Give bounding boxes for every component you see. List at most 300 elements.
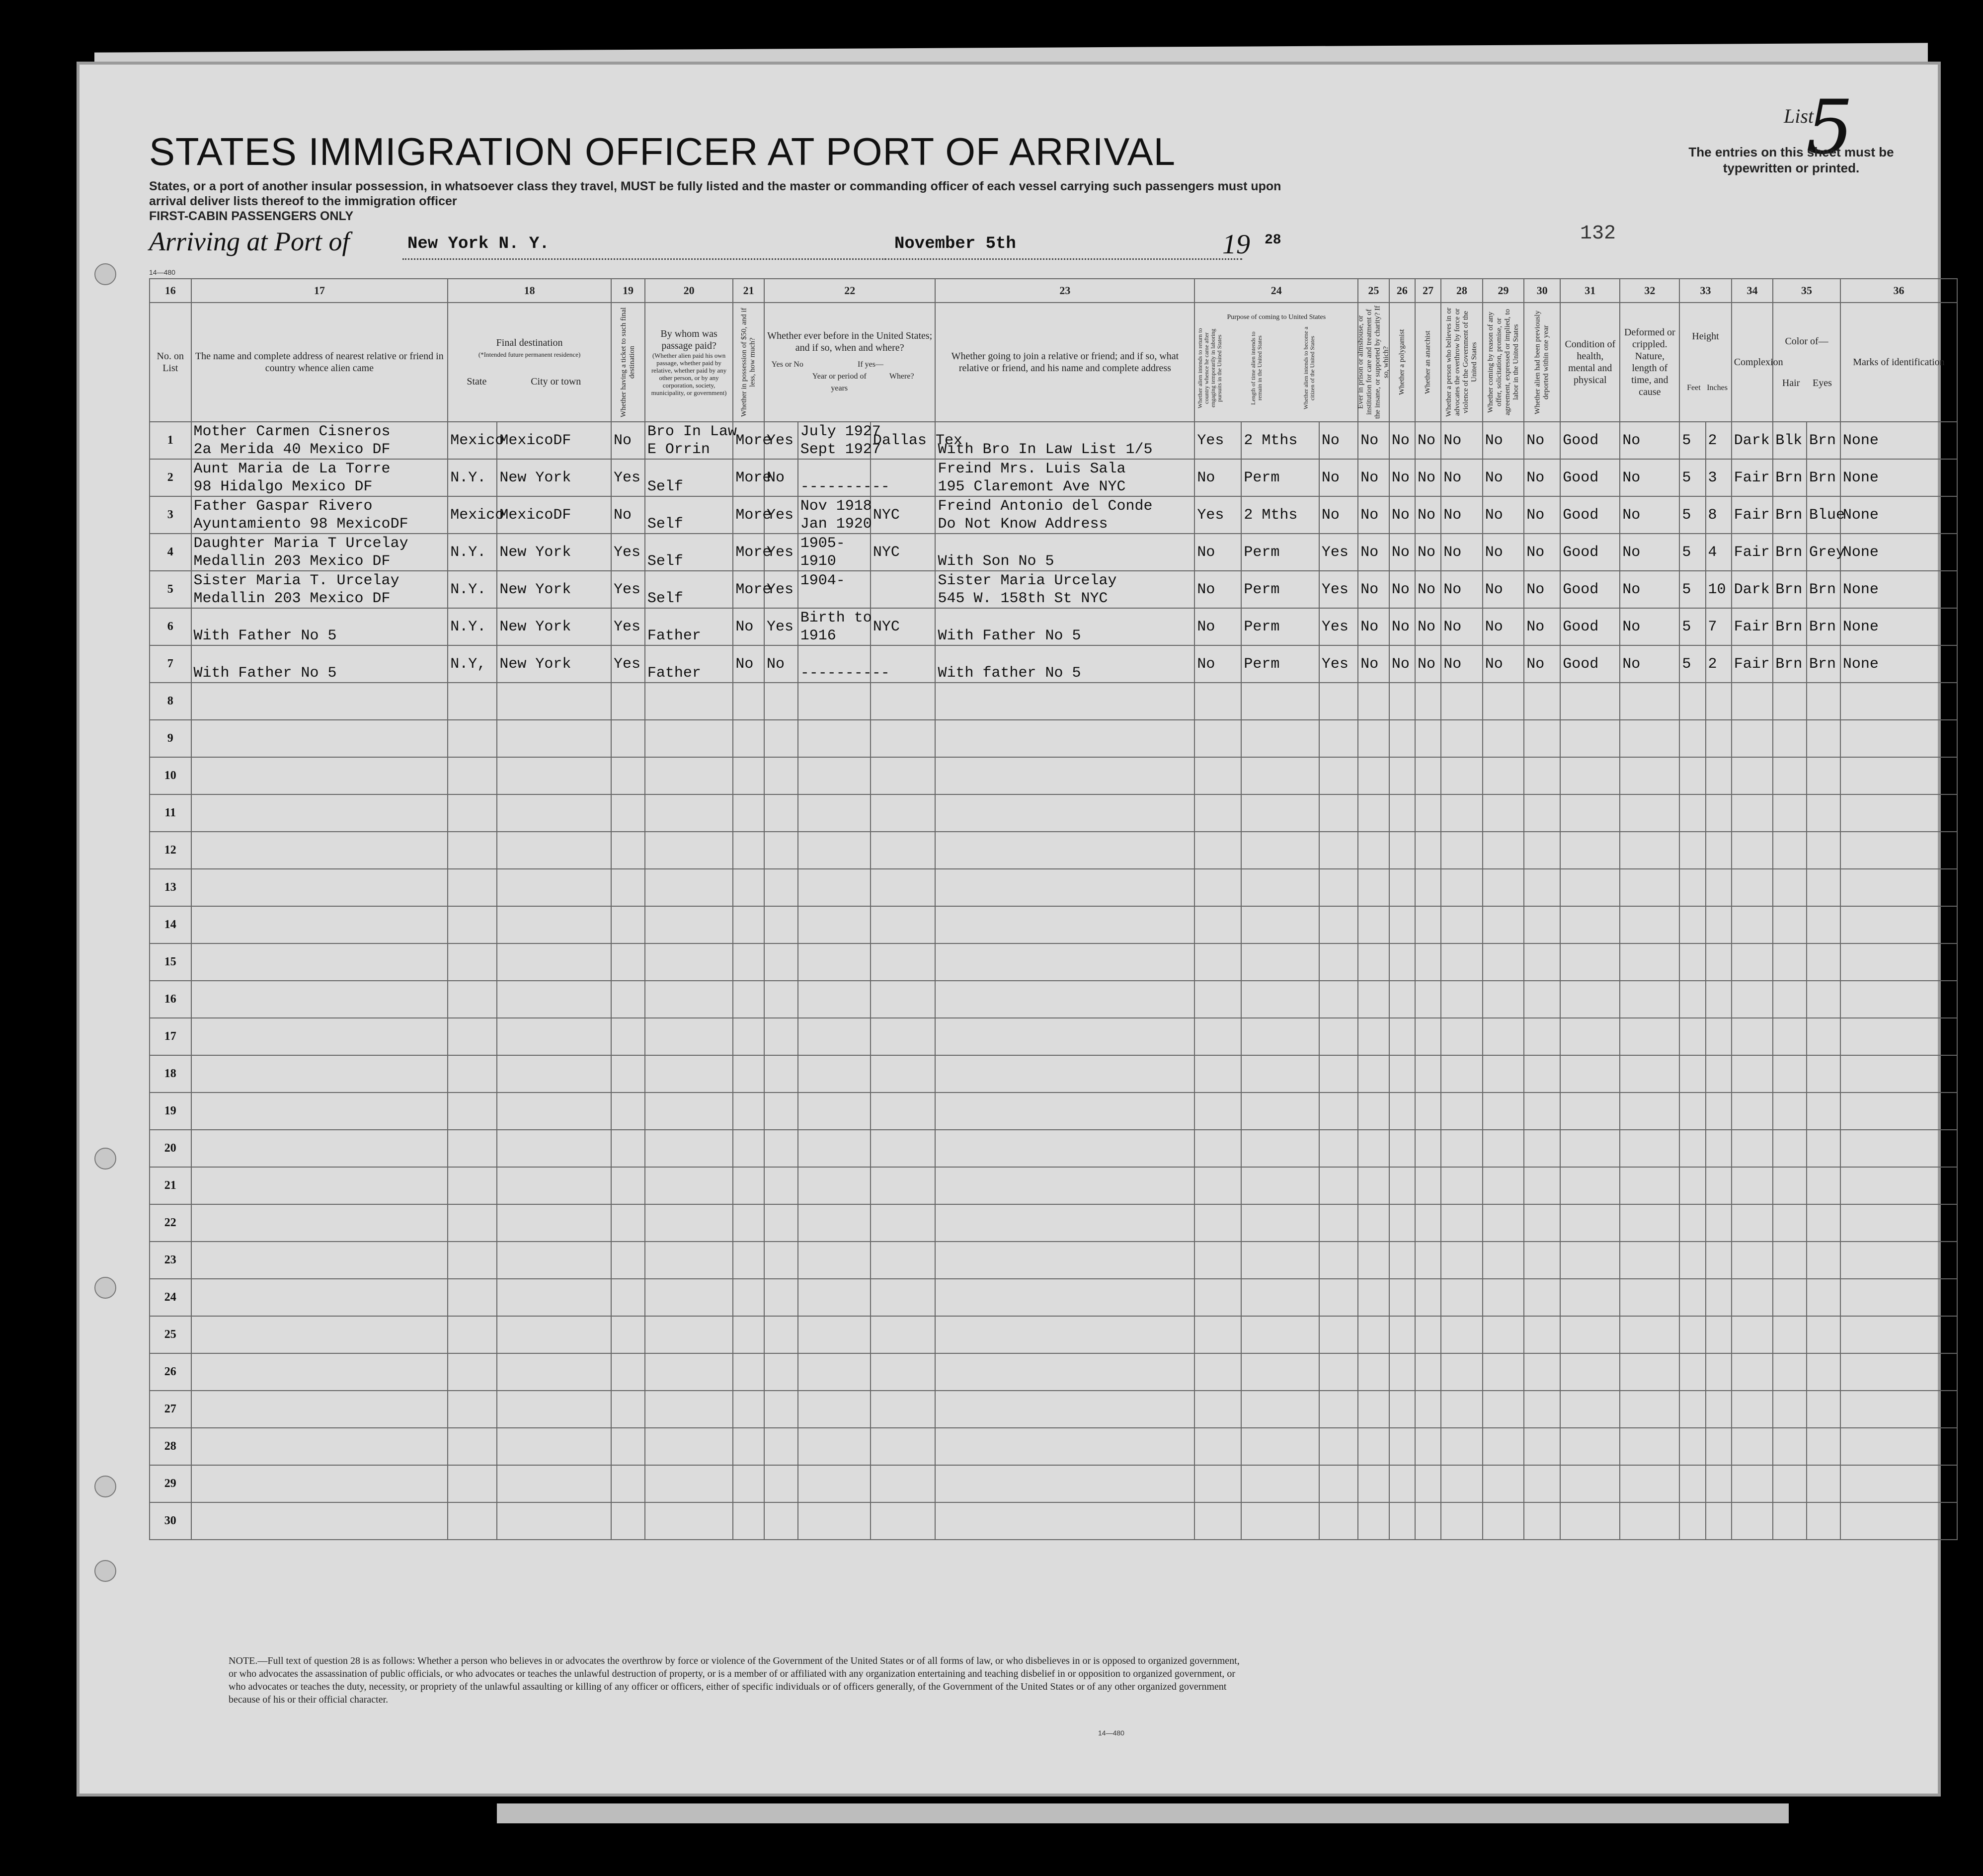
empty-cell — [1483, 794, 1524, 832]
table-row — [150, 1279, 1957, 1316]
table-row — [150, 1428, 1957, 1465]
empty-cell — [645, 1204, 733, 1242]
join-relative-cell-line2: With father No 5 — [938, 664, 1081, 682]
colnum: 23 — [935, 279, 1194, 303]
empty-cell — [1319, 757, 1358, 794]
empty-cell — [1560, 1428, 1620, 1465]
empty-cell — [1732, 1018, 1773, 1055]
empty-cell — [191, 869, 448, 906]
empty-cell — [1415, 1055, 1441, 1093]
header-final-destination — [448, 303, 611, 422]
empty-cell — [1389, 1502, 1415, 1540]
empty-cell — [497, 1018, 611, 1055]
empty-cell — [1807, 906, 1840, 943]
labor-offer-cell: No — [1483, 571, 1524, 608]
table-row — [150, 645, 1957, 683]
empty-cell — [1706, 1093, 1732, 1130]
where-cell: NYC — [871, 496, 936, 534]
complexion-cell: Fair — [1732, 496, 1773, 534]
empty-cell — [1483, 1018, 1524, 1055]
empty-cell — [645, 1130, 733, 1167]
years-cell-line1: 1905- — [800, 535, 845, 552]
row-number: 20 — [150, 1130, 191, 1167]
purpose-return-cell: Yes — [1194, 496, 1241, 534]
empty-cell — [1194, 757, 1241, 794]
empty-cell — [1415, 1465, 1441, 1502]
nearest-relative-line2: With Father No 5 — [193, 627, 337, 644]
year-prefix: 19 — [1222, 229, 1250, 260]
empty-cell — [1319, 1018, 1358, 1055]
empty-cell — [871, 906, 936, 943]
purpose-length-cell: Perm — [1241, 534, 1319, 571]
hair-cell: Brn — [1773, 459, 1807, 496]
labor-offer-cell: No — [1483, 608, 1524, 645]
header-passage-paid-label: By whom was passage paid? — [660, 328, 717, 351]
empty-cell — [1319, 1130, 1358, 1167]
empty-cell — [1706, 832, 1732, 869]
empty-cell — [1706, 943, 1732, 981]
empty-cell — [1679, 1055, 1705, 1093]
empty-cell — [1441, 1502, 1483, 1540]
empty-cell — [1807, 1428, 1840, 1465]
empty-cell — [448, 757, 497, 794]
header-health: Condition of health, mental and physical — [1560, 303, 1620, 422]
empty-cell — [1483, 1353, 1524, 1391]
empty-cell — [1732, 943, 1773, 981]
empty-cell — [764, 869, 798, 906]
empty-cell — [1840, 906, 1957, 943]
colnum: 30 — [1524, 279, 1560, 303]
row-number: 2 — [150, 459, 191, 496]
empty-cell — [1483, 869, 1524, 906]
empty-cell — [191, 1242, 448, 1279]
years-cell-line2: Jan 1920 — [800, 515, 872, 533]
empty-cell — [1706, 1055, 1732, 1093]
passage-paid-cell-line2: Father — [647, 627, 701, 644]
empty-cell — [1241, 832, 1319, 869]
empty-cell — [1560, 943, 1620, 981]
empty-cell — [1560, 1204, 1620, 1242]
empty-cell — [871, 683, 936, 720]
table-row — [150, 1204, 1957, 1242]
empty-cell — [1389, 832, 1415, 869]
empty-cell — [764, 1055, 798, 1093]
empty-cell — [764, 1093, 798, 1130]
purpose-length-cell: 2 Mths — [1241, 422, 1319, 459]
empty-cell — [191, 1316, 448, 1353]
empty-cell — [1441, 1279, 1483, 1316]
empty-cell — [764, 1391, 798, 1428]
empty-cell — [1241, 1018, 1319, 1055]
complexion-cell: Fair — [1732, 534, 1773, 571]
colnum: 33 — [1679, 279, 1731, 303]
empty-cell — [1620, 981, 1679, 1018]
empty-cell — [1732, 1465, 1773, 1502]
passage-paid-cell-line2: Father — [647, 664, 701, 682]
marks-cell: None — [1840, 645, 1957, 683]
empty-cell — [935, 683, 1194, 720]
empty-cell — [1319, 1353, 1358, 1391]
empty-cell — [611, 1353, 645, 1391]
empty-cell — [497, 1316, 611, 1353]
empty-cell — [733, 1428, 764, 1465]
empty-cell — [1524, 683, 1560, 720]
empty-cell — [1773, 683, 1807, 720]
empty-cell — [1560, 683, 1620, 720]
empty-cell — [1732, 832, 1773, 869]
empty-cell — [1319, 1316, 1358, 1353]
empty-cell — [1241, 943, 1319, 981]
ticket-cell: Yes — [611, 534, 645, 571]
empty-cell — [1483, 1465, 1524, 1502]
header-passage-paid — [645, 303, 733, 422]
empty-cell — [1807, 1279, 1840, 1316]
empty-cell — [1773, 943, 1807, 981]
empty-cell — [1807, 1502, 1840, 1540]
empty-cell — [935, 1353, 1194, 1391]
empty-cell — [1194, 943, 1241, 981]
column-number-row — [150, 279, 1957, 303]
empty-cell — [871, 1391, 936, 1428]
empty-cell — [1389, 720, 1415, 757]
port-underline — [402, 258, 949, 260]
join-relative-cell-line1: Sister Maria Urcelay — [938, 572, 1117, 589]
empty-cell — [1441, 1391, 1483, 1428]
binder-hole — [94, 1148, 116, 1170]
before-in-us-cell: Yes — [764, 608, 798, 645]
empty-cell — [1773, 1316, 1807, 1353]
complexion-cell: Dark — [1732, 571, 1773, 608]
empty-cell — [448, 943, 497, 981]
empty-cell — [1241, 1465, 1319, 1502]
row-number: 15 — [150, 943, 191, 981]
empty-cell — [1620, 757, 1679, 794]
header-inches: Inches — [1707, 384, 1728, 392]
join-relative-cell-line1 — [938, 535, 1192, 552]
binder-hole — [94, 1560, 116, 1582]
ticket-cell: No — [611, 496, 645, 534]
empty-cell — [1807, 869, 1840, 906]
footnote: NOTE.—Full text of question 28 is as follows: Whether a person who believes in or advocates the overthrow by force or violence of the Government of the United States or of all forms of law, or who disbelieves in or is opposed to organized government, or who advocates the assassination of public officials, or who advocates or teaches the unlawful destruction of property, or is a member of or affiliated with any organization entertaining and teaching disbelief in or opposition to organized government, or who advocates or teaches the duty, necessity, or propriety of the unlawful assaulting or killing of any officer or officers, either of specific individuals or of officers generally, of the Government of the United States or of any other organized government because of his or their official character. — [229, 1655, 1240, 1705]
empty-cell — [1620, 1055, 1679, 1093]
hair-cell: Brn — [1773, 534, 1807, 571]
complexion-cell: Fair — [1732, 608, 1773, 645]
header-height — [1679, 303, 1731, 422]
empty-cell — [1358, 1204, 1389, 1242]
empty-cell — [645, 1055, 733, 1093]
empty-cell — [1524, 1167, 1560, 1204]
empty-cell — [1194, 1167, 1241, 1204]
empty-cell — [1679, 832, 1705, 869]
empty-cell — [1679, 1130, 1705, 1167]
empty-cell — [1358, 1316, 1389, 1353]
empty-cell — [871, 1242, 936, 1279]
empty-cell — [935, 981, 1194, 1018]
empty-cell — [611, 1391, 645, 1428]
empty-cell — [1319, 1204, 1358, 1242]
health-cell: Good — [1560, 645, 1620, 683]
empty-cell — [1194, 794, 1241, 832]
empty-cell — [764, 794, 798, 832]
empty-cell — [448, 1055, 497, 1093]
deformed-cell: No — [1620, 422, 1679, 459]
empty-cell — [1241, 1316, 1319, 1353]
empty-cell — [1524, 794, 1560, 832]
empty-cell — [448, 794, 497, 832]
empty-cell — [1807, 1055, 1840, 1093]
empty-cell — [1807, 794, 1840, 832]
empty-cell — [1840, 1353, 1957, 1391]
empty-cell — [1706, 906, 1732, 943]
empty-cell — [798, 906, 871, 943]
prison-cell: No — [1358, 534, 1389, 571]
empty-cell — [1441, 794, 1483, 832]
empty-cell — [1773, 1502, 1807, 1540]
empty-cell — [497, 1093, 611, 1130]
header-anarchist: Whether an anarchist — [1415, 303, 1441, 422]
empty-cell — [1415, 1204, 1441, 1242]
header-marks: Marks of identification — [1840, 303, 1957, 422]
empty-cell — [1524, 1316, 1560, 1353]
empty-cell — [733, 943, 764, 981]
empty-cell — [191, 832, 448, 869]
empty-cell — [1415, 720, 1441, 757]
empty-cell — [1358, 757, 1389, 794]
row-number: 26 — [150, 1353, 191, 1391]
deformed-cell: No — [1620, 534, 1679, 571]
empty-cell — [1807, 757, 1840, 794]
purpose-length-cell: Perm — [1241, 459, 1319, 496]
empty-cell — [798, 832, 871, 869]
empty-cell — [1679, 1428, 1705, 1465]
height-feet-cell: 5 — [1679, 496, 1705, 534]
header-subtitle: States, or a port of another insular possession, in whatsoever class they travel, MUST be fully listed and the master or commanding officer of each vessel carrying such passengers must upon arrival deliver lists thereof to the immigration officer — [149, 179, 1281, 208]
empty-cell — [1732, 1391, 1773, 1428]
table-row — [150, 981, 1957, 1018]
empty-cell — [1241, 1502, 1319, 1540]
empty-cell — [733, 757, 764, 794]
years-cell-line1 — [800, 460, 868, 478]
empty-cell — [1840, 1018, 1957, 1055]
colnum: 24 — [1194, 279, 1358, 303]
height-feet-cell: 5 — [1679, 571, 1705, 608]
empty-cell — [611, 1204, 645, 1242]
empty-cell — [497, 1204, 611, 1242]
empty-cell — [645, 1428, 733, 1465]
empty-cell — [1706, 720, 1732, 757]
health-cell: Good — [1560, 422, 1620, 459]
empty-cell — [1319, 1093, 1358, 1130]
empty-cell — [1732, 1279, 1773, 1316]
empty-cell — [1524, 869, 1560, 906]
empty-cell — [764, 757, 798, 794]
row-number: 1 — [150, 422, 191, 459]
empty-cell — [1358, 1018, 1389, 1055]
join-relative-cell-line1: Freind Mrs. Luis Sala — [938, 460, 1126, 477]
date-underline — [884, 258, 1242, 260]
empty-cell — [1415, 1242, 1441, 1279]
money-cell: More — [733, 496, 764, 534]
passage-paid-cell-line2: Self — [647, 590, 683, 607]
empty-cell — [191, 906, 448, 943]
empty-cell — [611, 720, 645, 757]
polygamist-cell: No — [1389, 645, 1415, 683]
empty-cell — [1732, 1316, 1773, 1353]
eyes-cell: Brn — [1807, 459, 1840, 496]
row-number: 13 — [150, 869, 191, 906]
purpose-length-cell: Perm — [1241, 571, 1319, 608]
empty-cell — [1483, 1242, 1524, 1279]
empty-cell — [1319, 981, 1358, 1018]
ticket-cell: Yes — [611, 459, 645, 496]
empty-cell — [1840, 683, 1957, 720]
colnum: 25 — [1358, 279, 1389, 303]
empty-cell — [798, 1279, 871, 1316]
empty-cell — [1807, 1018, 1840, 1055]
empty-cell — [191, 981, 448, 1018]
year-suffix: 28 — [1265, 233, 1281, 248]
empty-cell — [1560, 794, 1620, 832]
table-row — [150, 794, 1957, 832]
nearest-relative-line2: Medallin 203 Mexico DF — [193, 552, 391, 570]
empty-cell — [1679, 1502, 1705, 1540]
empty-cell — [1773, 1167, 1807, 1204]
empty-cell — [1483, 1167, 1524, 1204]
header-if-yes: If yes— — [858, 360, 883, 369]
empty-cell — [1194, 1055, 1241, 1093]
empty-cell — [1483, 1204, 1524, 1242]
empty-cell — [1840, 869, 1957, 906]
empty-cell — [448, 1242, 497, 1279]
passage-paid-cell-line1 — [647, 609, 730, 627]
row-number: 12 — [150, 832, 191, 869]
empty-cell — [1441, 943, 1483, 981]
empty-cell — [1483, 1428, 1524, 1465]
anarchist-cell: No — [1415, 459, 1441, 496]
empty-cell — [448, 1391, 497, 1428]
header-deported: Whether alien had been previously deported within one year — [1524, 303, 1560, 422]
join-relative-cell — [935, 608, 1194, 645]
empty-cell — [798, 1502, 871, 1540]
empty-cell — [1732, 1242, 1773, 1279]
empty-cell — [871, 1018, 936, 1055]
health-cell: Good — [1560, 459, 1620, 496]
nearest-relative-line1: Sister Maria T. Urcelay — [193, 572, 399, 589]
empty-cell — [798, 981, 871, 1018]
table-row — [150, 1093, 1957, 1130]
empty-cell — [1389, 1428, 1415, 1465]
join-relative-cell — [935, 571, 1194, 608]
empty-cell — [1358, 906, 1389, 943]
empty-cell — [871, 1279, 936, 1316]
empty-cell — [733, 720, 764, 757]
empty-cell — [611, 1242, 645, 1279]
deported-cell: No — [1524, 422, 1560, 459]
height-feet-cell: 5 — [1679, 534, 1705, 571]
empty-cell — [1441, 906, 1483, 943]
empty-cell — [1194, 869, 1241, 906]
empty-cell — [935, 794, 1194, 832]
empty-cell — [1706, 1428, 1732, 1465]
polygamist-cell: No — [1389, 422, 1415, 459]
header-where: Where? — [889, 372, 914, 381]
empty-cell — [1319, 1055, 1358, 1093]
destination-city: New York — [497, 534, 611, 571]
colnum: 16 — [150, 279, 191, 303]
header-labor-offer: Whether coming by reason of any offer, solicitation, promise, or agreement, expressed or implied, to labor in the United States — [1483, 303, 1524, 422]
empty-cell — [935, 1018, 1194, 1055]
empty-cell — [448, 832, 497, 869]
empty-cell — [1840, 1391, 1957, 1428]
years-cell — [798, 571, 871, 608]
destination-state: N.Y. — [448, 608, 497, 645]
empty-cell — [1620, 1353, 1679, 1391]
empty-cell — [1194, 683, 1241, 720]
empty-cell — [1358, 794, 1389, 832]
passage-paid-cell — [645, 608, 733, 645]
empty-cell — [1773, 1204, 1807, 1242]
empty-cell — [645, 1018, 733, 1055]
empty-cell — [191, 1055, 448, 1093]
table-row — [150, 1242, 1957, 1279]
passage-paid-cell-line2: Self — [647, 515, 683, 533]
destination-city: New York — [497, 608, 611, 645]
empty-cell — [1732, 906, 1773, 943]
prison-cell: No — [1358, 608, 1389, 645]
empty-cell — [798, 1391, 871, 1428]
polygamist-cell: No — [1389, 534, 1415, 571]
ticket-cell: Yes — [611, 571, 645, 608]
empty-cell — [191, 1018, 448, 1055]
colnum: 31 — [1560, 279, 1620, 303]
empty-cell — [1441, 1018, 1483, 1055]
empty-cell — [191, 1502, 448, 1540]
empty-cell — [1732, 869, 1773, 906]
empty-cell — [798, 1428, 871, 1465]
empty-cell — [1560, 1055, 1620, 1093]
height-inches-cell: 2 — [1706, 422, 1732, 459]
empty-cell — [497, 1353, 611, 1391]
nearest-relative — [191, 571, 448, 608]
row-number: 17 — [150, 1018, 191, 1055]
empty-cell — [1840, 981, 1957, 1018]
port-value: New York N. Y. — [407, 234, 550, 253]
table-row — [150, 1353, 1957, 1391]
empty-cell — [1773, 1428, 1807, 1465]
empty-cell — [1706, 794, 1732, 832]
empty-cell — [645, 1242, 733, 1279]
overthrow-cell: No — [1441, 459, 1483, 496]
header-color-label: Color of— — [1785, 336, 1828, 347]
row-number: 30 — [150, 1502, 191, 1540]
join-relative-cell-line1 — [938, 609, 1192, 627]
header-purpose-citizen: Whether alien intends to become a citizen of the United States — [1302, 326, 1316, 410]
empty-cell — [798, 1353, 871, 1391]
empty-cell — [1358, 1167, 1389, 1204]
empty-cell — [1732, 1204, 1773, 1242]
empty-cell — [1524, 1391, 1560, 1428]
empty-cell — [1732, 757, 1773, 794]
empty-cell — [1773, 1353, 1807, 1391]
empty-cell — [1483, 943, 1524, 981]
empty-cell — [1389, 1018, 1415, 1055]
header-eyes: Eyes — [1813, 378, 1832, 389]
header-purpose — [1194, 303, 1358, 422]
manifest-table — [149, 278, 1958, 1540]
deported-cell: No — [1524, 645, 1560, 683]
empty-cell — [497, 1055, 611, 1093]
empty-cell — [1194, 1093, 1241, 1130]
